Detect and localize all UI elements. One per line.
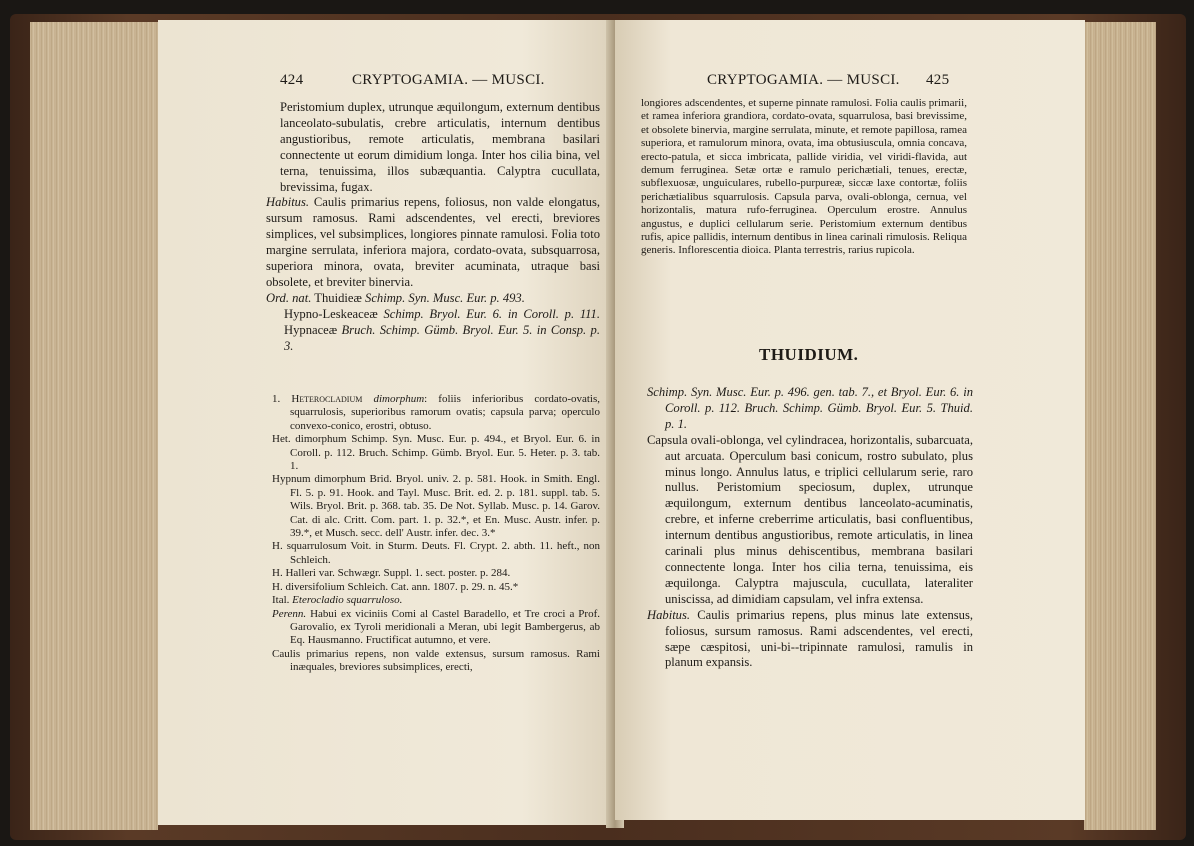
right-page-number: 425 bbox=[926, 72, 950, 88]
peristomium-paragraph: Peristomium duplex, utrunque æquilongum, externum dentibus lanceolato-subulatis, crebre articulatis, internum dentibus angustioribus, remote articulatis, membrana basilari connectente ut eorum dimidium longa. Inter hos cilia bina, vel terna, tenuissima, illos subæquantia. Calyptra cucullata, brevissima, fugax. bbox=[280, 100, 600, 194]
ord-1-ref: Schimp. Syn. Musc. Eur. p. 493. bbox=[365, 290, 525, 305]
ord-2-ref: Schimp. Bryol. Eur. 6. in Coroll. p. 111. bbox=[383, 306, 600, 321]
genus-reference bbox=[647, 385, 973, 433]
perenn-label: Perenn. bbox=[272, 607, 307, 620]
species-number: 1. bbox=[272, 393, 281, 405]
ord-3-ref: Bruch. Schimp. Gümb. Bryol. Eur. 5. in Consp. p. 3. bbox=[284, 322, 600, 353]
right-continuation: longiores adscendentes, et superne pinnate ramulosi. Folia caulis primarii, et ramea inferiora grandiora, cordato-ovata, squarrulosa, basi brevissime, et obsolete binervia, margine serrulata, minute, et remote papillosa, ramea superiora, et ramulorum minora, ovata, ima obtusiuscula, omnia concava, erecto-patula, et sicca imbricata, pallide viridia, vel viridi-flavida, aut demum ferruginea. Setæ ortæ e ramulo perichætiali, tenues, erectæ, subflexuosæ, unguiculares, rubello-purpureæ, siccæ laxe contortæ, foliis perichætialibus squarrulosis. Capsula parva, ovali-oblonga, cernua, vel horizontalis, matura rufo-ferruginea. Operculum erostre. Annulus angustus, e duplici cellularum serie. Peristomium externum dentibus rufis, apice pallidis, internum dentibus in linea carinali rimulosis. Reliqua generis. Inflorescentia dioica. Planta terrestris, rarius rupicola. bbox=[641, 97, 967, 257]
perenn-text: Habui ex viciniis Comi al Castel Baradello, et Tre croci a Prof. Garovalio, ex Tyroli meridionali a Meran, ubi legit Bambergerus, ab Eq. Hausmanno. Fructificat autumno, et vere. bbox=[290, 607, 601, 647]
left-upper-text bbox=[266, 100, 600, 355]
ord-2-name: Hypno-Leskeaceæ bbox=[284, 306, 378, 321]
left-running-head: CRYPTOGAMIA. — MUSCI. bbox=[352, 72, 545, 88]
right-habitus-label: Habitus. bbox=[647, 607, 691, 622]
right-lower-text bbox=[647, 385, 973, 671]
synonym-3: H. squarrulosum Voit. in Sturm. Deuts. Fl. Crypt. 2. abth. 11. heft., non Schleich. bbox=[272, 540, 600, 566]
habitus-paragraph bbox=[266, 195, 600, 290]
ord-label: Ord. nat. bbox=[266, 290, 312, 305]
page-edges-left bbox=[30, 22, 158, 830]
right-running-head: CRYPTOGAMIA. — MUSCI. bbox=[707, 72, 900, 88]
left-species-text bbox=[272, 393, 600, 675]
capsula-paragraph: Capsula ovali-oblonga, vel cylindracea, horizontalis, subarcuata, aut arcuata. Operculum basi conicum, rostro subulato, plus minus longo. Annulus latus, e triplici cellularum serie, raro nullus. Peristomium speciosum, duplex, utrunque æquilongum, externum dentibus lanceolato-acuminatis, crebre, et inferne creberrime articulatis, basi confluentibus, internum dentibus angustioribus, remote articulatis, in linea carinali plus minus dehiscentibus, membrana basilari connectente longa. Inter hos cilia terna, tenuissima, eis æquilonga. Calyptra majuscula, cucullata, lateraliter uniscissa, ad dimidiam capsulam, vel infra extensa. bbox=[647, 432, 973, 606]
genus-title: THUIDIUM. bbox=[759, 345, 859, 364]
species-genus: Heterocladium bbox=[291, 393, 363, 405]
ord-3-name: Hypnaceæ bbox=[284, 322, 338, 337]
italian-name bbox=[272, 594, 600, 607]
synonym-2: Hypnum dimorphum Brid. Bryol. univ. 2. p. 581. Hook. in Smith. Engl. Fl. 5. p. 91. Hook. and Tayl. Musc. Brit. ed. 2. p. 181. suppl. tab. 5. Wils. Bryol. Brit. p. 368. tab. 35. De Not. Syllab. Musc. p. 14. Garov. Cat. di alc. Critt. Com. part. 1. p. 32.*, et En. Musc. Austr. infer. p. 39.*, et Musch. secc. dell' Austr. infer. dec. 3.* bbox=[272, 473, 600, 540]
right-habitus-paragraph bbox=[647, 608, 973, 672]
species-epithet: dimorphum bbox=[373, 393, 425, 405]
genus-ref-text: Schimp. Syn. Musc. Eur. p. 496. gen. tab. 7., et Bryol. Eur. 6. in Coroll. p. 112. Bruch. Schimp. Gümb. Bryol. Eur. 5. Thuid. p. 1. bbox=[647, 385, 973, 431]
left-page-number: 424 bbox=[280, 72, 304, 88]
habitus-label: Habitus. bbox=[266, 195, 310, 210]
species-diagnosis bbox=[272, 393, 600, 433]
species-diagnosis-text: : foliis inferioribus cordato-ovatis, squarrulosis, superioribus ramorum ovatis; capsula parva; operculo convexo-conico, erostri, obtuso. bbox=[290, 393, 601, 432]
caulis-paragraph: Caulis primarius repens, non valde extensus, sursum ramosus. Rami inæquales, breviores subsimplices, erecti, bbox=[272, 647, 600, 674]
synonym-5: H. diversifolium Schleich. Cat. ann. 1807. p. 29. n. 45.* bbox=[272, 580, 519, 593]
right-habitus-text: Caulis primarius repens, plus minus late extensus, foliosus, sursum ramosus. Rami adscendentes, vel erecti, sæpe cæspitosi, uni-bi--tripinnate ramulosi, ramulis in planum expansis. bbox=[665, 607, 974, 670]
perenn-paragraph bbox=[272, 608, 600, 648]
synonym-4: H. Halleri var. Schwægr. Suppl. 1. sect. poster. p. 284. bbox=[272, 567, 511, 580]
ital-label: Ital. bbox=[272, 594, 290, 607]
ital-name: Eterocladio squarruloso. bbox=[292, 594, 403, 607]
left-page bbox=[158, 20, 613, 825]
ord-1-name: Thuidieæ bbox=[314, 290, 362, 305]
right-page bbox=[615, 20, 1085, 820]
habitus-text: Caulis primarius repens, foliosus, non valde elongatus, sursum ramosus. Rami adscendentes, vel erecti, breviores simplices, vel subsimplices, longiores pinnate ramulosi. Folia toto margine serrulata, inferiora majora, cordato-ovata, subsquarrosa, superiora minora, ovata, breviter acuminata, utraque basi obsolete, et breviter binervia. bbox=[266, 195, 600, 289]
synonym-1: Het. dimorphum Schimp. Syn. Musc. Eur. p. 494., et Bryol. Eur. 6. in Coroll. p. 112. Bruch. Schimp. Gümb. Bryol. Eur. 5. Heter. p. 3. tab. 1. bbox=[272, 433, 600, 473]
ord-nat-paragraph bbox=[266, 291, 600, 355]
page-edges-right bbox=[1084, 22, 1156, 830]
